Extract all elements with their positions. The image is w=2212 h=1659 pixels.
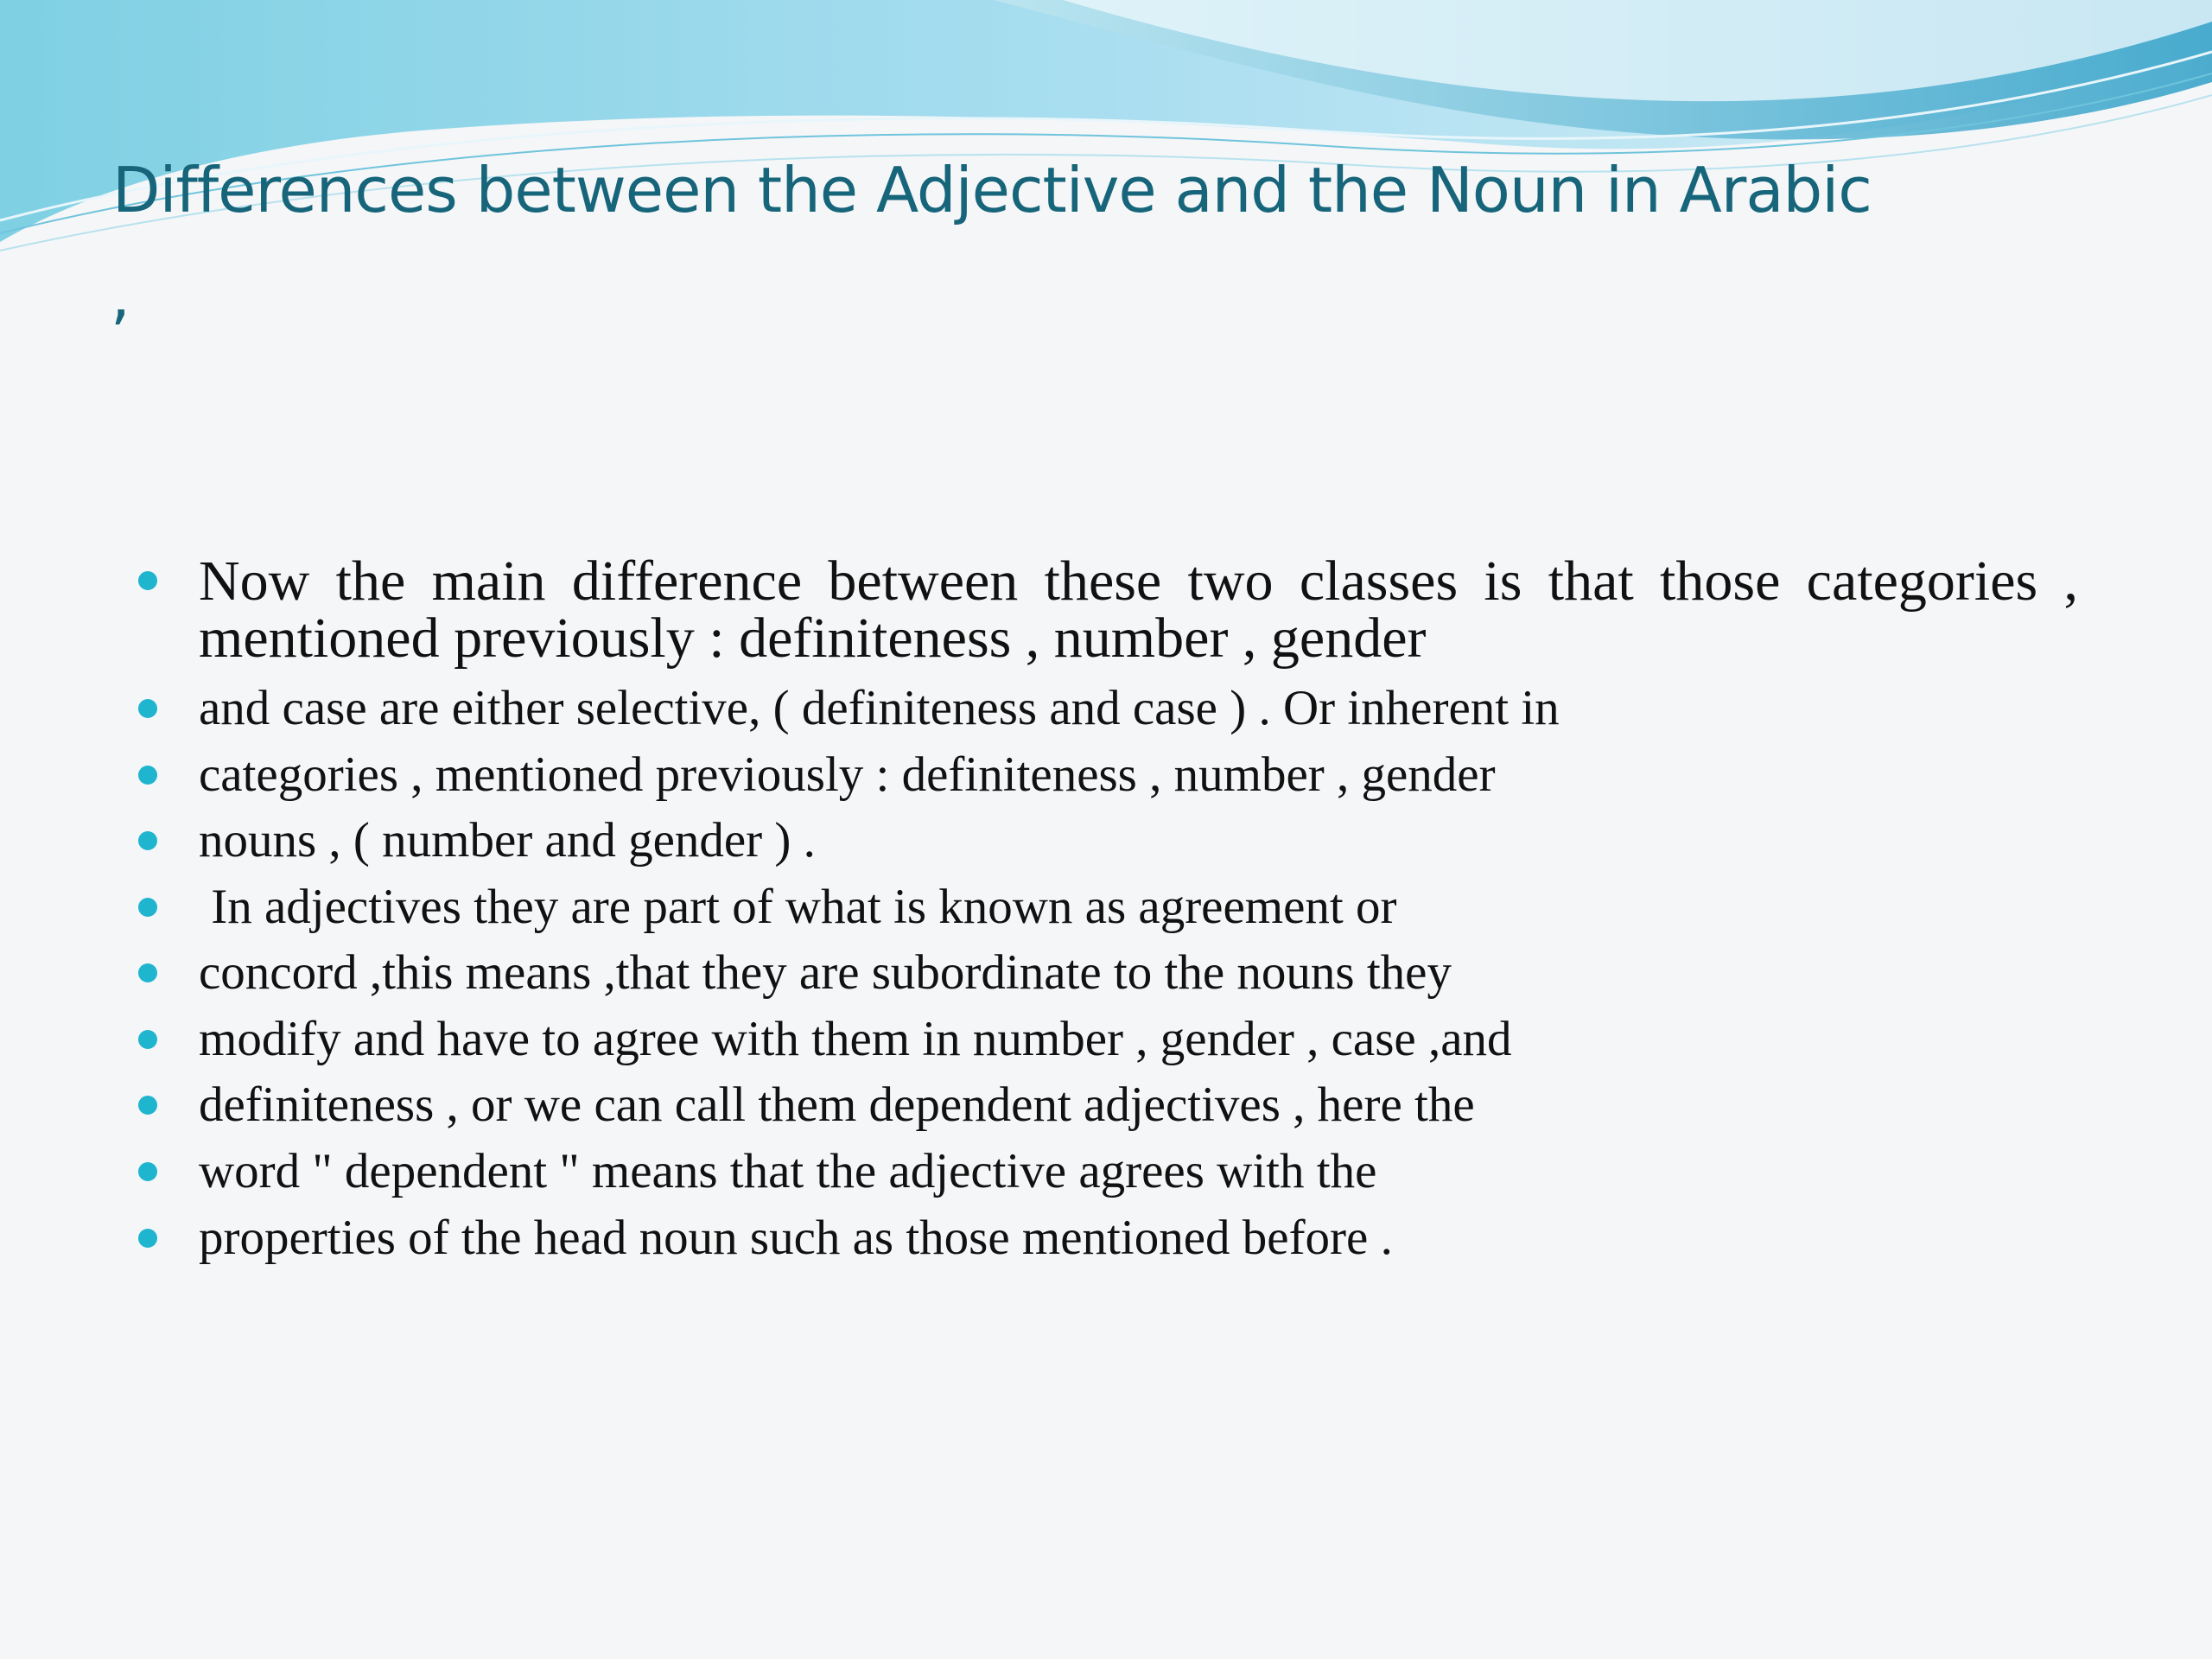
- bullet-dot-icon: [138, 1030, 157, 1049]
- bullet-text: In adjectives they are part of what is known as agreement or: [199, 880, 1397, 934]
- bullet-text: concord ,this means ,that they are subordinate to the nouns they: [199, 945, 1452, 1000]
- header-wave-decoration: [0, 0, 2212, 276]
- bullet-text: properties of the head noun such as those mentioned before .: [199, 1211, 1393, 1265]
- bullet-text: word " dependent " means that the adjective agrees with the: [199, 1144, 1377, 1198]
- title-trailing-comma: ,: [111, 259, 130, 332]
- bullet-text: categories , mentioned previously : definiteness , number , gender: [199, 747, 1496, 802]
- bullet-text: modify and have to agree with them in number , gender , case ,and: [199, 1012, 1512, 1066]
- bullet-dot-icon: [138, 831, 157, 850]
- bullet-dot-icon: [138, 1229, 157, 1248]
- bullet-text: and case are either selective, ( definiteness and case ) . Or inherent in: [199, 681, 1560, 735]
- bullet-dot-icon: [138, 571, 157, 590]
- bullet-dot-icon: [138, 898, 157, 917]
- bullet-dot-icon: [138, 766, 157, 785]
- bullet-dot-icon: [138, 699, 157, 718]
- bullet-dot-icon: [138, 1096, 157, 1115]
- slide-title: Differences between the Adjective and the Noun in Arabic: [112, 154, 1872, 226]
- bullet-text: definiteness , or we can call them dependent adjectives , here the: [199, 1077, 1475, 1132]
- bullet-dot-icon: [138, 1162, 157, 1181]
- bullet-text: Now the main difference between these two classes is that those categories , mentioned previously : definiteness , number , gender: [199, 550, 2078, 670]
- bullet-dot-icon: [138, 963, 157, 982]
- bullet-text: nouns , ( number and gender ) .: [199, 813, 816, 868]
